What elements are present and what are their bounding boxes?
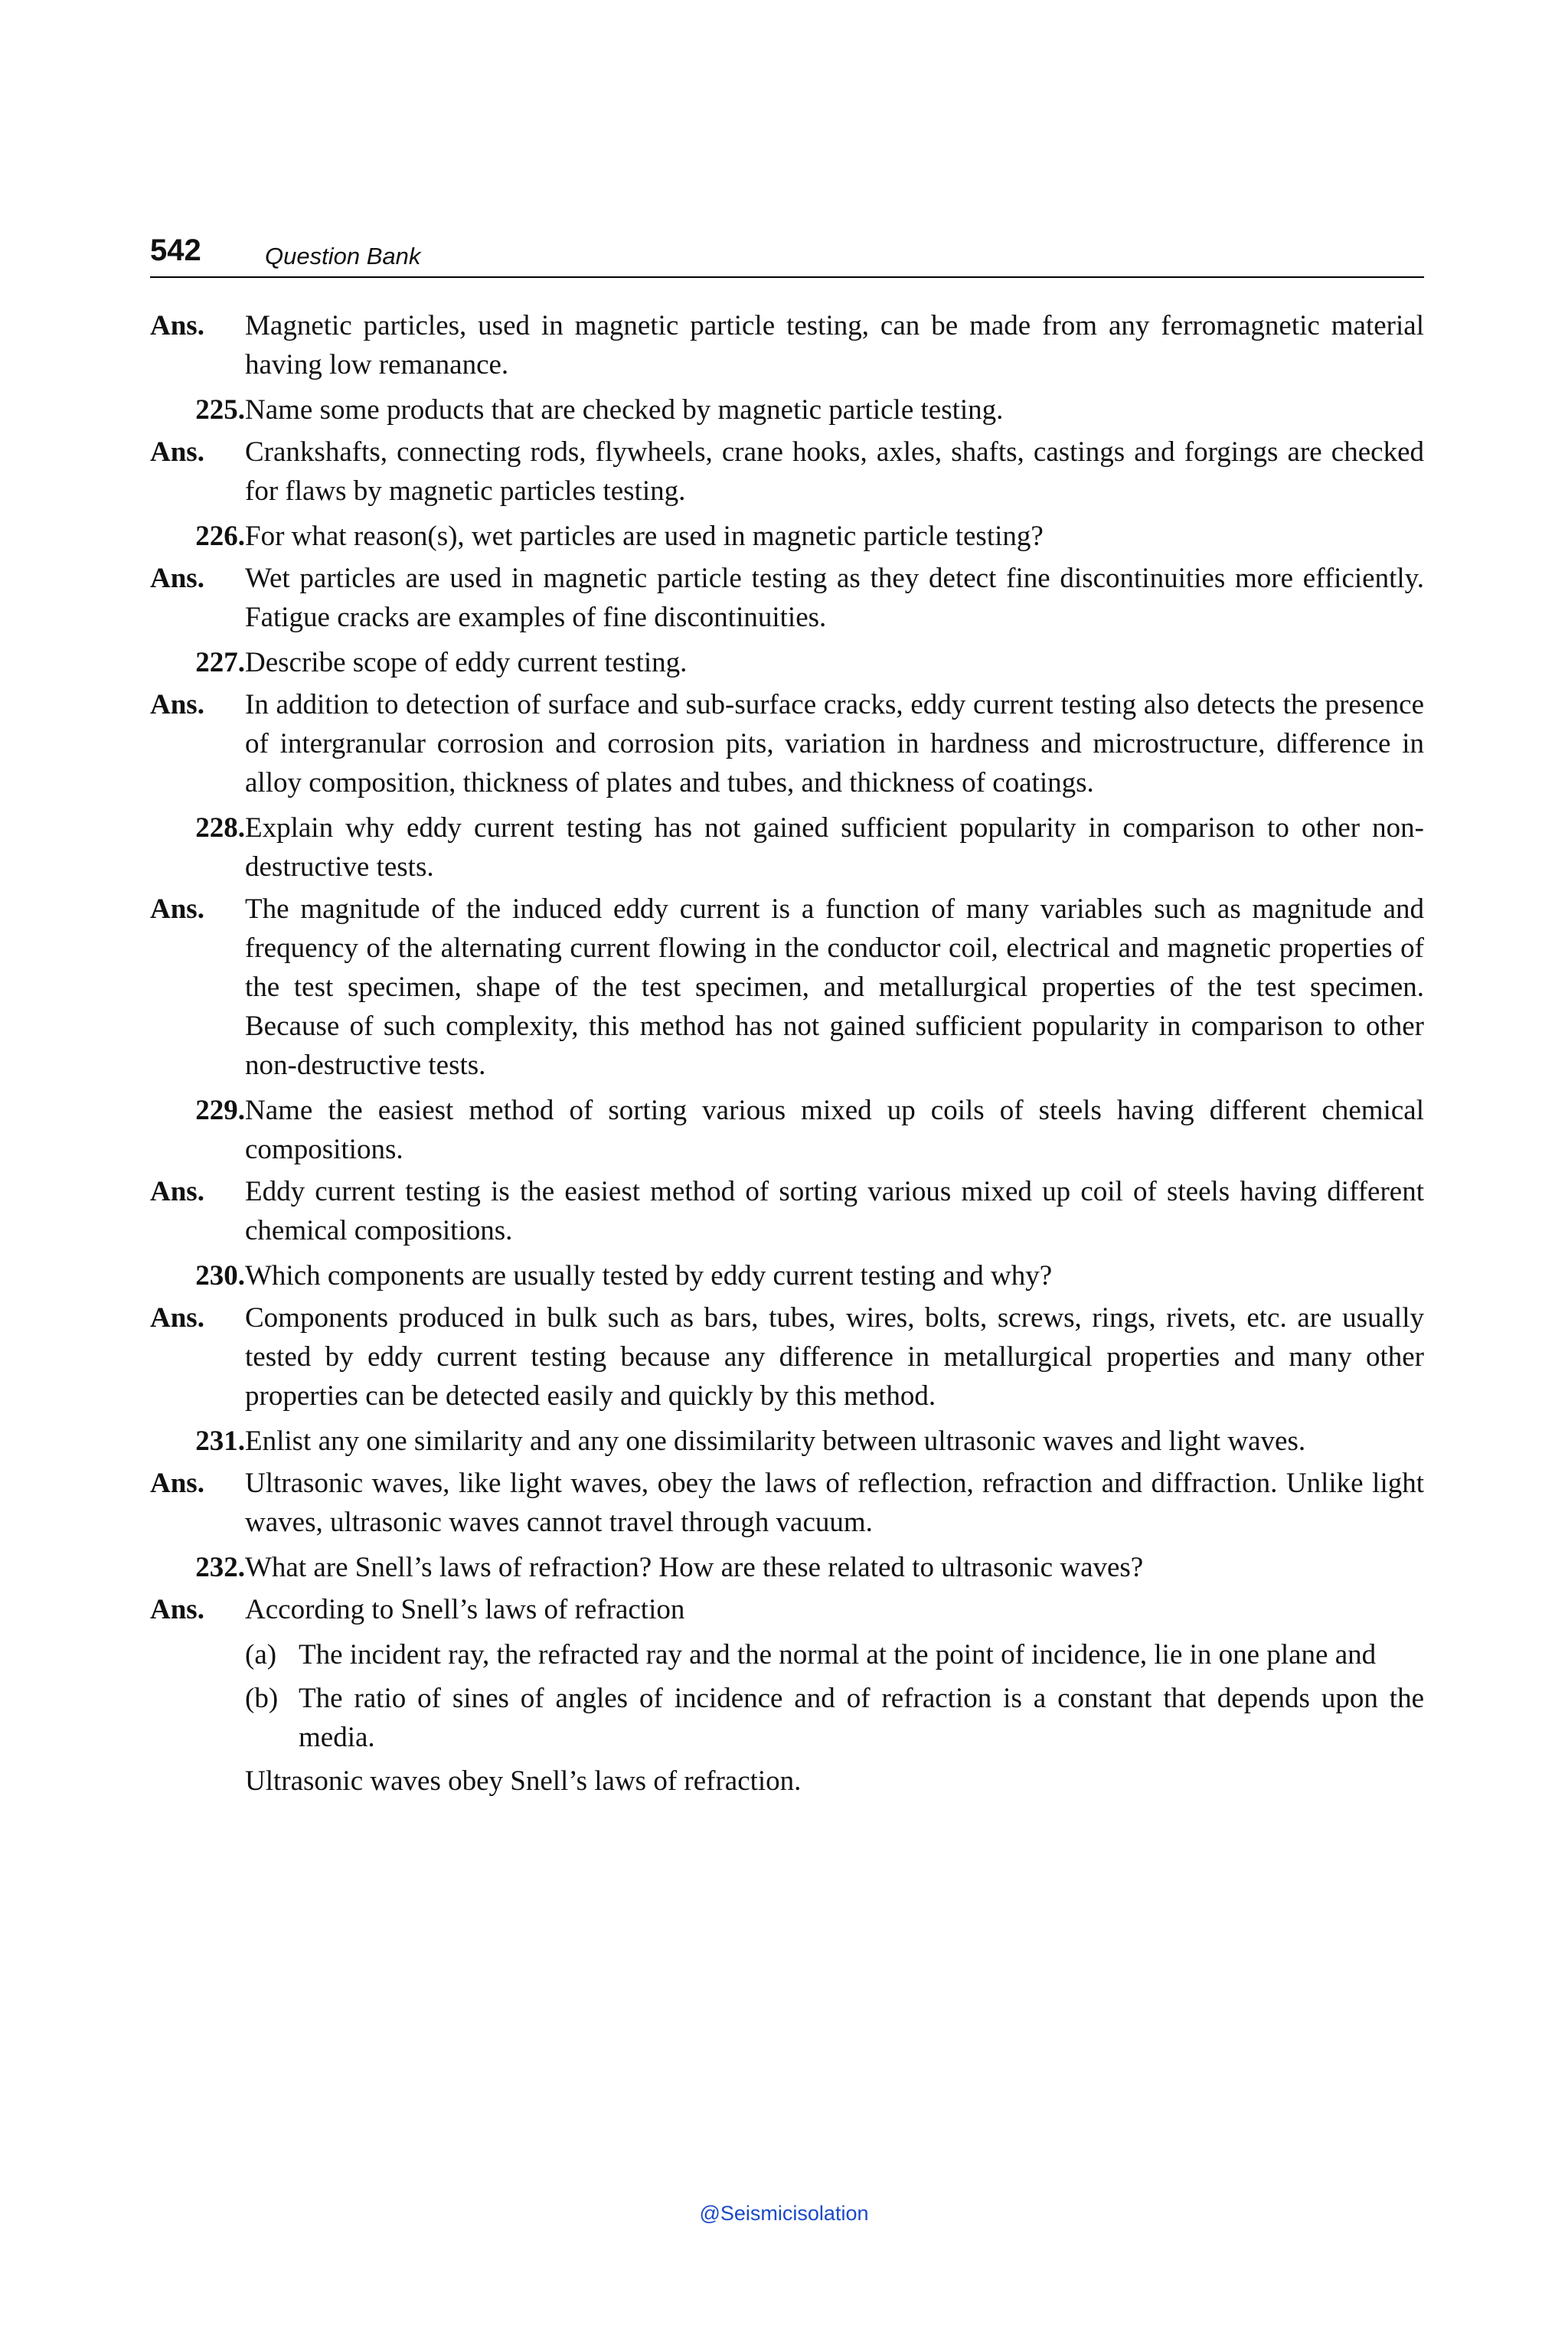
entry-label: Ans. <box>150 310 204 341</box>
entry-label: 227. <box>195 647 245 678</box>
entry-label: Ans. <box>150 689 204 720</box>
entry-label: 232. <box>195 1552 245 1583</box>
snell-laws-list <box>245 1635 1424 1801</box>
list-item-text: The ratio of sines of angles of incidence and of refraction is a constant that depends upon the media. <box>299 1683 1424 1753</box>
entry-text: In addition to detection of surface and sub-surface cracks, eddy current testing also detects the presence of intergranular corrosion and corrosion pits, variation in hardness and microstructure, difference in alloy composition, thickness of plates and tubes, and thickness of coatings. <box>245 689 1424 798</box>
question-229 <box>150 1091 1424 1169</box>
entry-text: Explain why eddy current testing has not gained sufficient popularity in comparison to other non-destructive tests. <box>245 812 1424 883</box>
entry-label: 231. <box>195 1425 245 1457</box>
entry-text: Which components are usually tested by eddy current testing and why? <box>245 1260 1053 1292</box>
watermark: @Seismicisolation <box>699 2202 869 2225</box>
answer-227 <box>150 685 1424 802</box>
entry-text: The magnitude of the induced eddy current is a function of many variables such as magnitude and frequency of the alternating current flowing in the conductor coil, electrical and magnetic properties of the test specimen, shape of the test specimen, and metallurgical properties of the test specimen. Because of such complexity, this method has not gained sufficient popularity in comparison to other non-destructive tests. <box>245 893 1424 1081</box>
entry-label: Ans. <box>150 893 204 925</box>
entry-text: Magnetic particles, used in magnetic particle testing, can be made from any ferromagnetic material having low remanance. <box>245 310 1424 380</box>
entry-label: 228. <box>195 812 245 844</box>
entry-text: Wet particles are used in magnetic particle testing as they detect fine discontinuities more efficiently. Fatigue cracks are examples of fine discontinuities. <box>245 563 1424 633</box>
question-226 <box>150 517 1424 556</box>
entry-text: For what reason(s), wet particles are used in magnetic particle testing? <box>245 521 1044 552</box>
question-227 <box>150 643 1424 682</box>
entry-text: What are Snell’s laws of refraction? How are these related to ultrasonic waves? <box>245 1552 1144 1583</box>
entry-text: Eddy current testing is the easiest method of sorting various mixed up coil of steels having different chemical compositions. <box>245 1176 1424 1246</box>
question-bank-content <box>150 306 1424 1801</box>
question-231 <box>150 1422 1424 1461</box>
list-item <box>245 1679 1424 1757</box>
entry-label: 225. <box>195 394 245 426</box>
answer-226 <box>150 559 1424 637</box>
closing-line <box>245 1762 1424 1801</box>
answer-229 <box>150 1172 1424 1250</box>
entry-text: Describe scope of eddy current testing. <box>245 647 688 678</box>
entry-text: According to Snell’s laws of refraction <box>245 1594 685 1625</box>
entry-label: Ans. <box>150 436 204 468</box>
list-marker: (a) <box>245 1639 277 1670</box>
answer-230 <box>150 1298 1424 1416</box>
list-marker: (b) <box>245 1683 279 1714</box>
question-232 <box>150 1548 1424 1587</box>
entry-label: 229. <box>195 1095 245 1126</box>
entry-label: Ans. <box>150 1302 204 1334</box>
question-230 <box>150 1256 1424 1295</box>
answer-228 <box>150 890 1424 1085</box>
entry-text: Crankshafts, connecting rods, flywheels, crane hooks, axles, shafts, castings and forgings are checked for flaws by magnetic particles testing. <box>245 436 1424 507</box>
entry-label: 226. <box>195 521 245 552</box>
entry-text: Enlist any one similarity and any one dissimilarity between ultrasonic waves and light waves. <box>245 1425 1306 1457</box>
entry-text: Components produced in bulk such as bars, tubes, wires, bolts, screws, rings, rivets, etc. are usually tested by eddy current testing because any difference in metallurgical properties and many other properties can be detected easily and quickly by this method. <box>245 1302 1424 1412</box>
page-number: 542 <box>150 234 201 267</box>
answer-232 <box>150 1590 1424 1629</box>
list-item <box>245 1635 1424 1674</box>
entry-label: Ans. <box>150 1176 204 1207</box>
page-header <box>150 234 1424 278</box>
entry-label: 230. <box>195 1260 245 1292</box>
entry-label: Ans. <box>150 563 204 594</box>
closing-line-text: Ultrasonic waves obey Snell’s laws of refraction. <box>245 1765 802 1797</box>
list-item-text: The incident ray, the refracted ray and the normal at the point of incidence, lie in one plane and <box>299 1639 1377 1670</box>
answer-225 <box>150 433 1424 511</box>
entry-text: Ultrasonic waves, like light waves, obey the laws of reflection, refraction and diffraction. Unlike light waves, ultrasonic waves cannot travel through vacuum. <box>245 1468 1424 1538</box>
entry-label: Ans. <box>150 1468 204 1499</box>
question-225 <box>150 390 1424 429</box>
answer-231 <box>150 1464 1424 1542</box>
running-title: Question Bank <box>265 243 421 269</box>
entry-label: Ans. <box>150 1594 204 1625</box>
answer-224 <box>150 306 1424 384</box>
entry-text: Name the easiest method of sorting various mixed up coils of steels having different chemical compositions. <box>245 1095 1424 1165</box>
question-228 <box>150 808 1424 887</box>
entry-text: Name some products that are checked by magnetic particle testing. <box>245 394 1004 426</box>
